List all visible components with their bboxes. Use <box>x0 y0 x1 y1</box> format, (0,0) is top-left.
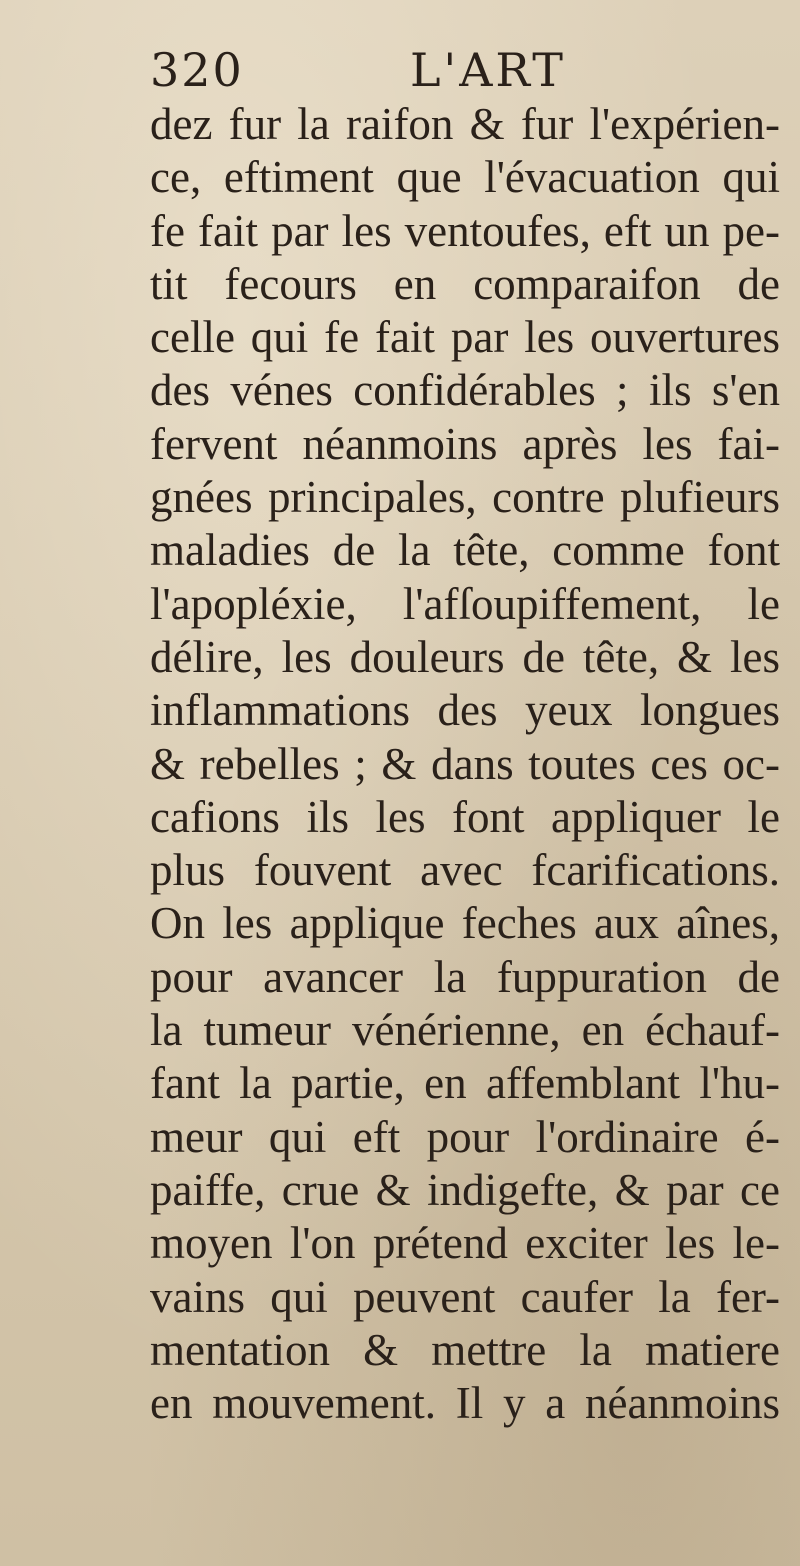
text-line: On les applique feches aux aînes, <box>150 898 780 949</box>
page-header <box>150 40 790 100</box>
text-line: paiffe, crue & indigefte, & par ce <box>150 1164 780 1215</box>
text-line: meur qui eft pour l'ordinaire é- <box>150 1111 780 1162</box>
text-line: l'apopléxie, l'afſoupiffement, le <box>150 578 780 629</box>
text-line: des vénes confidérables ; ils s'en <box>150 365 780 416</box>
text-line: fe fait par les ventoufes, eft un pe- <box>150 205 780 256</box>
running-title: L'ART <box>410 43 566 97</box>
text-line: maladies de la tête, comme font <box>150 525 780 576</box>
text-line: vains qui peuvent caufer la fer- <box>150 1271 780 1322</box>
text-line: ce, eftiment que l'évacuation qui <box>150 152 780 203</box>
text-line: cafions ils les font appliquer le <box>150 791 780 842</box>
text-line: fervent néanmoins après les fai- <box>150 418 780 469</box>
text-line: gnées principales, contre plufieurs <box>150 472 780 523</box>
text-line: mentation & mettre la matiere <box>150 1324 780 1375</box>
text-line: délire, les douleurs de tête, & les <box>150 631 780 682</box>
text-line: dez fur la raifon & fur l'expérien- <box>150 99 780 149</box>
text-line: fant la partie, en affemblant l'hu- <box>150 1058 780 1109</box>
page-number: 320 <box>150 43 244 97</box>
text-line: inflammations des yeux longues <box>150 685 780 736</box>
text-line: moyen l'on prétend exciter les le- <box>150 1218 780 1269</box>
body-text <box>150 98 780 1430</box>
text-line: & rebelles ; & dans toutes ces oc- <box>150 738 780 789</box>
text-line: la tumeur vénérienne, en échauf- <box>150 1005 780 1056</box>
text-line: plus fouvent avec fcarifications. <box>150 845 780 896</box>
text-line: pour avancer la fuppuration de <box>150 951 780 1002</box>
text-line: en mouvement. Il y a néanmoins <box>150 1378 780 1429</box>
text-line: tit fecours en comparaifon de <box>150 258 780 309</box>
text-line: celle qui fe fait par les ouvertures <box>150 312 780 363</box>
